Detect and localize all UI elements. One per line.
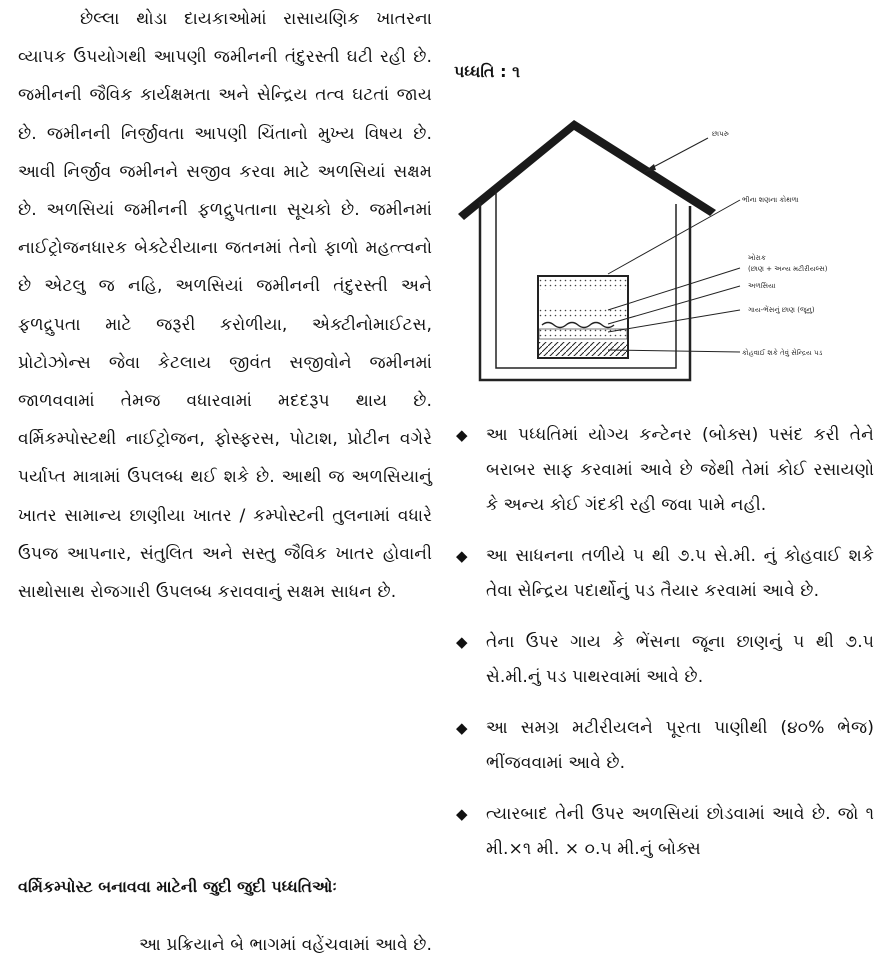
list-item	[454, 418, 874, 523]
list-item	[454, 625, 874, 695]
earthworm-layer	[542, 323, 614, 328]
label-food: ખોરાક	[748, 254, 766, 262]
list-item	[454, 539, 874, 609]
list-item-text: તેના ઉપર ગાય કે ભેંસના જૂના છાણનું ૫ થી ૭.૫ સે.મી.નું પડ પાથરવામાં આવે છે.	[486, 632, 874, 687]
label-moist-sacks: ભીના શણના કોથળા	[742, 196, 799, 204]
list-item-text: આ સમગ્ર મટીરીયલને પૂરતા પાણીથી (૪૦% ભેજ) ભીંજવવામાં આવે છે.	[486, 718, 874, 773]
intro-paragraph: છેલ્લા થોડા દાયકાઓમાં રાસાયણિક ખાતરના વ્યાપક ઉપયોગથી આપણી જમીનની તંદુરસ્તી ઘટી રહી છે. જમીનની જૈવિક કાર્યક્ષમતા અને સેન્દ્રિય તત્વ ઘટતાં જાય છે. જમીનની નિર્જીવતા આપણી ચિંતાનો મુખ્ય વિષય છે. આવી નિર્જીવ જમીનને સજીવ કરવા માટે અળસિયાં સક્ષમ છે. અળસિયાં જમીનની ફળદ્રુપતાના સૂચકો છે. જમીનમાં નાઈટ્રોજનધારક બેક્ટેરીયાના જતનમાં તેનો ફાળો મહત્ત્વનો છે એટલુ જ નહિ, અળસિયાં જમીનની તંદુરસ્તી અને ફળદ્રુપતા માટે જરૂરી કરોળીયા, એક્ટીનોમાઈટસ, પ્રોટોઝોન્સ જેવા કેટલાય જીવંત સજીવોને જમીનમાં જાળવવામાં તેમજ વધારવામાં મદદરૂપ થાય છે. વર્મિકમ્પોસ્ટથી નાઈટ્રોજન, ફોસ્ફરસ, પોટાશ, પ્રોટીન વગેરે પર્યાપ્ત માત્રામાં ઉપલબ્ધ થઈ શકે છે. આથી જ અળસિયાનું ખાતર સામાન્ય છાણીયા ખાતર / કમ્પોસ્ટની તુલનામાં વધારે ઉપજ આપનાર, સંતુલિત અને સસ્તુ જૈવિક ખાતર હોવાની સાથોસાથ રોજગારી ઉપલબ્ધ કરાવવાનું સક્ષમ સાધન છે.	[18, 9, 432, 603]
closing-line: આ પ્રક્રિયાને બે ભાગમાં વહેંચવામાં આવે છે.	[139, 935, 432, 955]
dung-layer	[539, 329, 627, 339]
method-steps-list	[454, 418, 874, 883]
list-item	[454, 797, 874, 867]
diamond-bullet-icon: ◆	[456, 547, 468, 565]
diamond-bullet-icon: ◆	[456, 719, 468, 737]
organic-layer	[539, 342, 627, 356]
diamond-bullet-icon: ◆	[456, 805, 468, 823]
list-item-text: ત્યારબાદ તેની ઉપર અળસિયાં છોડવામાં આવે છે. જો ૧ મી.×૧ મી. × ૦.૫ મી.નું બોક્સ	[486, 804, 874, 859]
food-layer	[539, 308, 627, 318]
label-earthworms: અળસિયા	[748, 282, 776, 290]
list-item-text: આ સાધનના તળીયે ૫ થી ૭.૫ સે.મી. નું કોહવાઈ શકે તેવા સેન્દ્રિય પદાર્થોનું પડ તૈયાર કરવામાં આવે છે.	[486, 546, 874, 601]
label-roof: છાપરુ	[712, 130, 729, 138]
vermicompost-house-diagram	[458, 118, 870, 386]
diamond-bullet-icon: ◆	[456, 426, 468, 444]
list-item-text: આ પધ્ધતિમાં યોગ્ય કન્ટેનર (બોક્સ) પસંદ કરી તેને બરાબર સાફ કરવામાં આવે છે જેથી તેમાં કોઈ રસાયણો કે અન્ય કોઈ ગંદકી રહી જવા પામે નહી.	[486, 425, 874, 515]
method-title: પધ્ધતિ : ૧	[454, 62, 520, 81]
sack-layer	[539, 278, 627, 290]
left-column	[18, 0, 432, 611]
label-organic-layer: કોહવાઈ શકે તેવું સેન્દ્રિય પડ	[742, 349, 823, 357]
list-item	[454, 711, 874, 781]
label-cow-dung: ગાય-ભેંસનું છાણ (જૂનુ)	[748, 306, 815, 314]
label-food-detail: (છાણ + અન્ય મટીરીયલ્સ)	[748, 265, 828, 273]
diamond-bullet-icon: ◆	[456, 633, 468, 651]
methods-heading: વર્મિકમ્પોસ્ટ બનાવવા માટેની જુદી જુદી પધ્ધતિઓઃ	[18, 877, 337, 896]
